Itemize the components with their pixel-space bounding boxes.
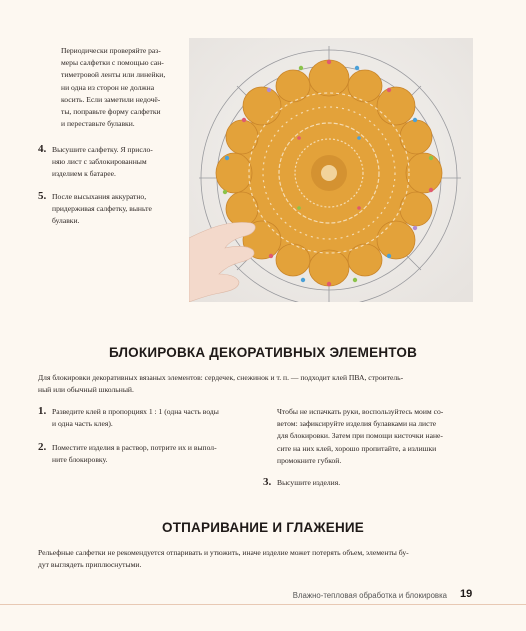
intro-paragraph: Периодически проверяйте раз- меры салфетки с помощью сан- тиметровой ленты или линейки, ни одна из сторон не должна косить. Если заметили недочё- ты, поправьте форму салфетки и переставьте булавки.	[61, 46, 166, 129]
s1-step-2-text: Поместите изделия в раствор, потрите их и выпол- ните блокировку.	[52, 443, 217, 465]
s1-step-3-number: 3.	[263, 476, 272, 488]
s1-step-3-text: Высушите изделия.	[277, 478, 341, 487]
footer-rule	[0, 604, 526, 605]
section2-paragraph: Рельефные салфетки не рекомендуется отпаривать и утюжить, иначе изделие может потерять объем, элементы бу- дут выглядеть приплюснутыми.	[38, 548, 409, 570]
s1-tip-paragraph: Чтобы не испачкать руки, воспользуйтесь моим со- ветом: зафиксируйте изделия булавками на листе для блокировки. Затем при помощи кисточки нане- сите на них клей, хорошо пропитайте, а излишки промокните губкой.	[277, 407, 444, 465]
step-4-number: 4.	[38, 143, 47, 155]
s1-step-1-number: 1.	[38, 405, 47, 417]
s1-step-1-text: Разведите клей в пропорциях 1 : 1 (одна часть воды и одна часть клея).	[52, 407, 219, 429]
s1-step-2-number: 2.	[38, 441, 47, 453]
doily-blocking-photo	[189, 38, 473, 302]
doily-illustration	[189, 38, 473, 302]
section-heading-decorative-blocking: БЛОКИРОВКА ДЕКОРАТИВНЫХ ЭЛЕМЕНТОВ	[108, 345, 418, 360]
page-number: 19	[460, 588, 473, 600]
running-title: Влажно-тепловая обработка и блокировка	[292, 591, 447, 600]
step-4-text: Высушите салфетку. Я присло- няю лист с заблокированным изделием к батарее.	[52, 145, 153, 179]
section-heading-steaming: ОТПАРИВАНИЕ И ГЛАЖЕНИЕ	[162, 520, 364, 535]
step-5-text: После высыхания аккуратно, придерживая салфетку, выньте булавки.	[52, 192, 152, 226]
section1-intro: Для блокировки декоративных вязаных элементов: сердечек, снежинок и т. п. — подходит клей ПВА, строитель- ный или обычный школьный.	[38, 373, 404, 395]
step-5-number: 5.	[38, 190, 47, 202]
